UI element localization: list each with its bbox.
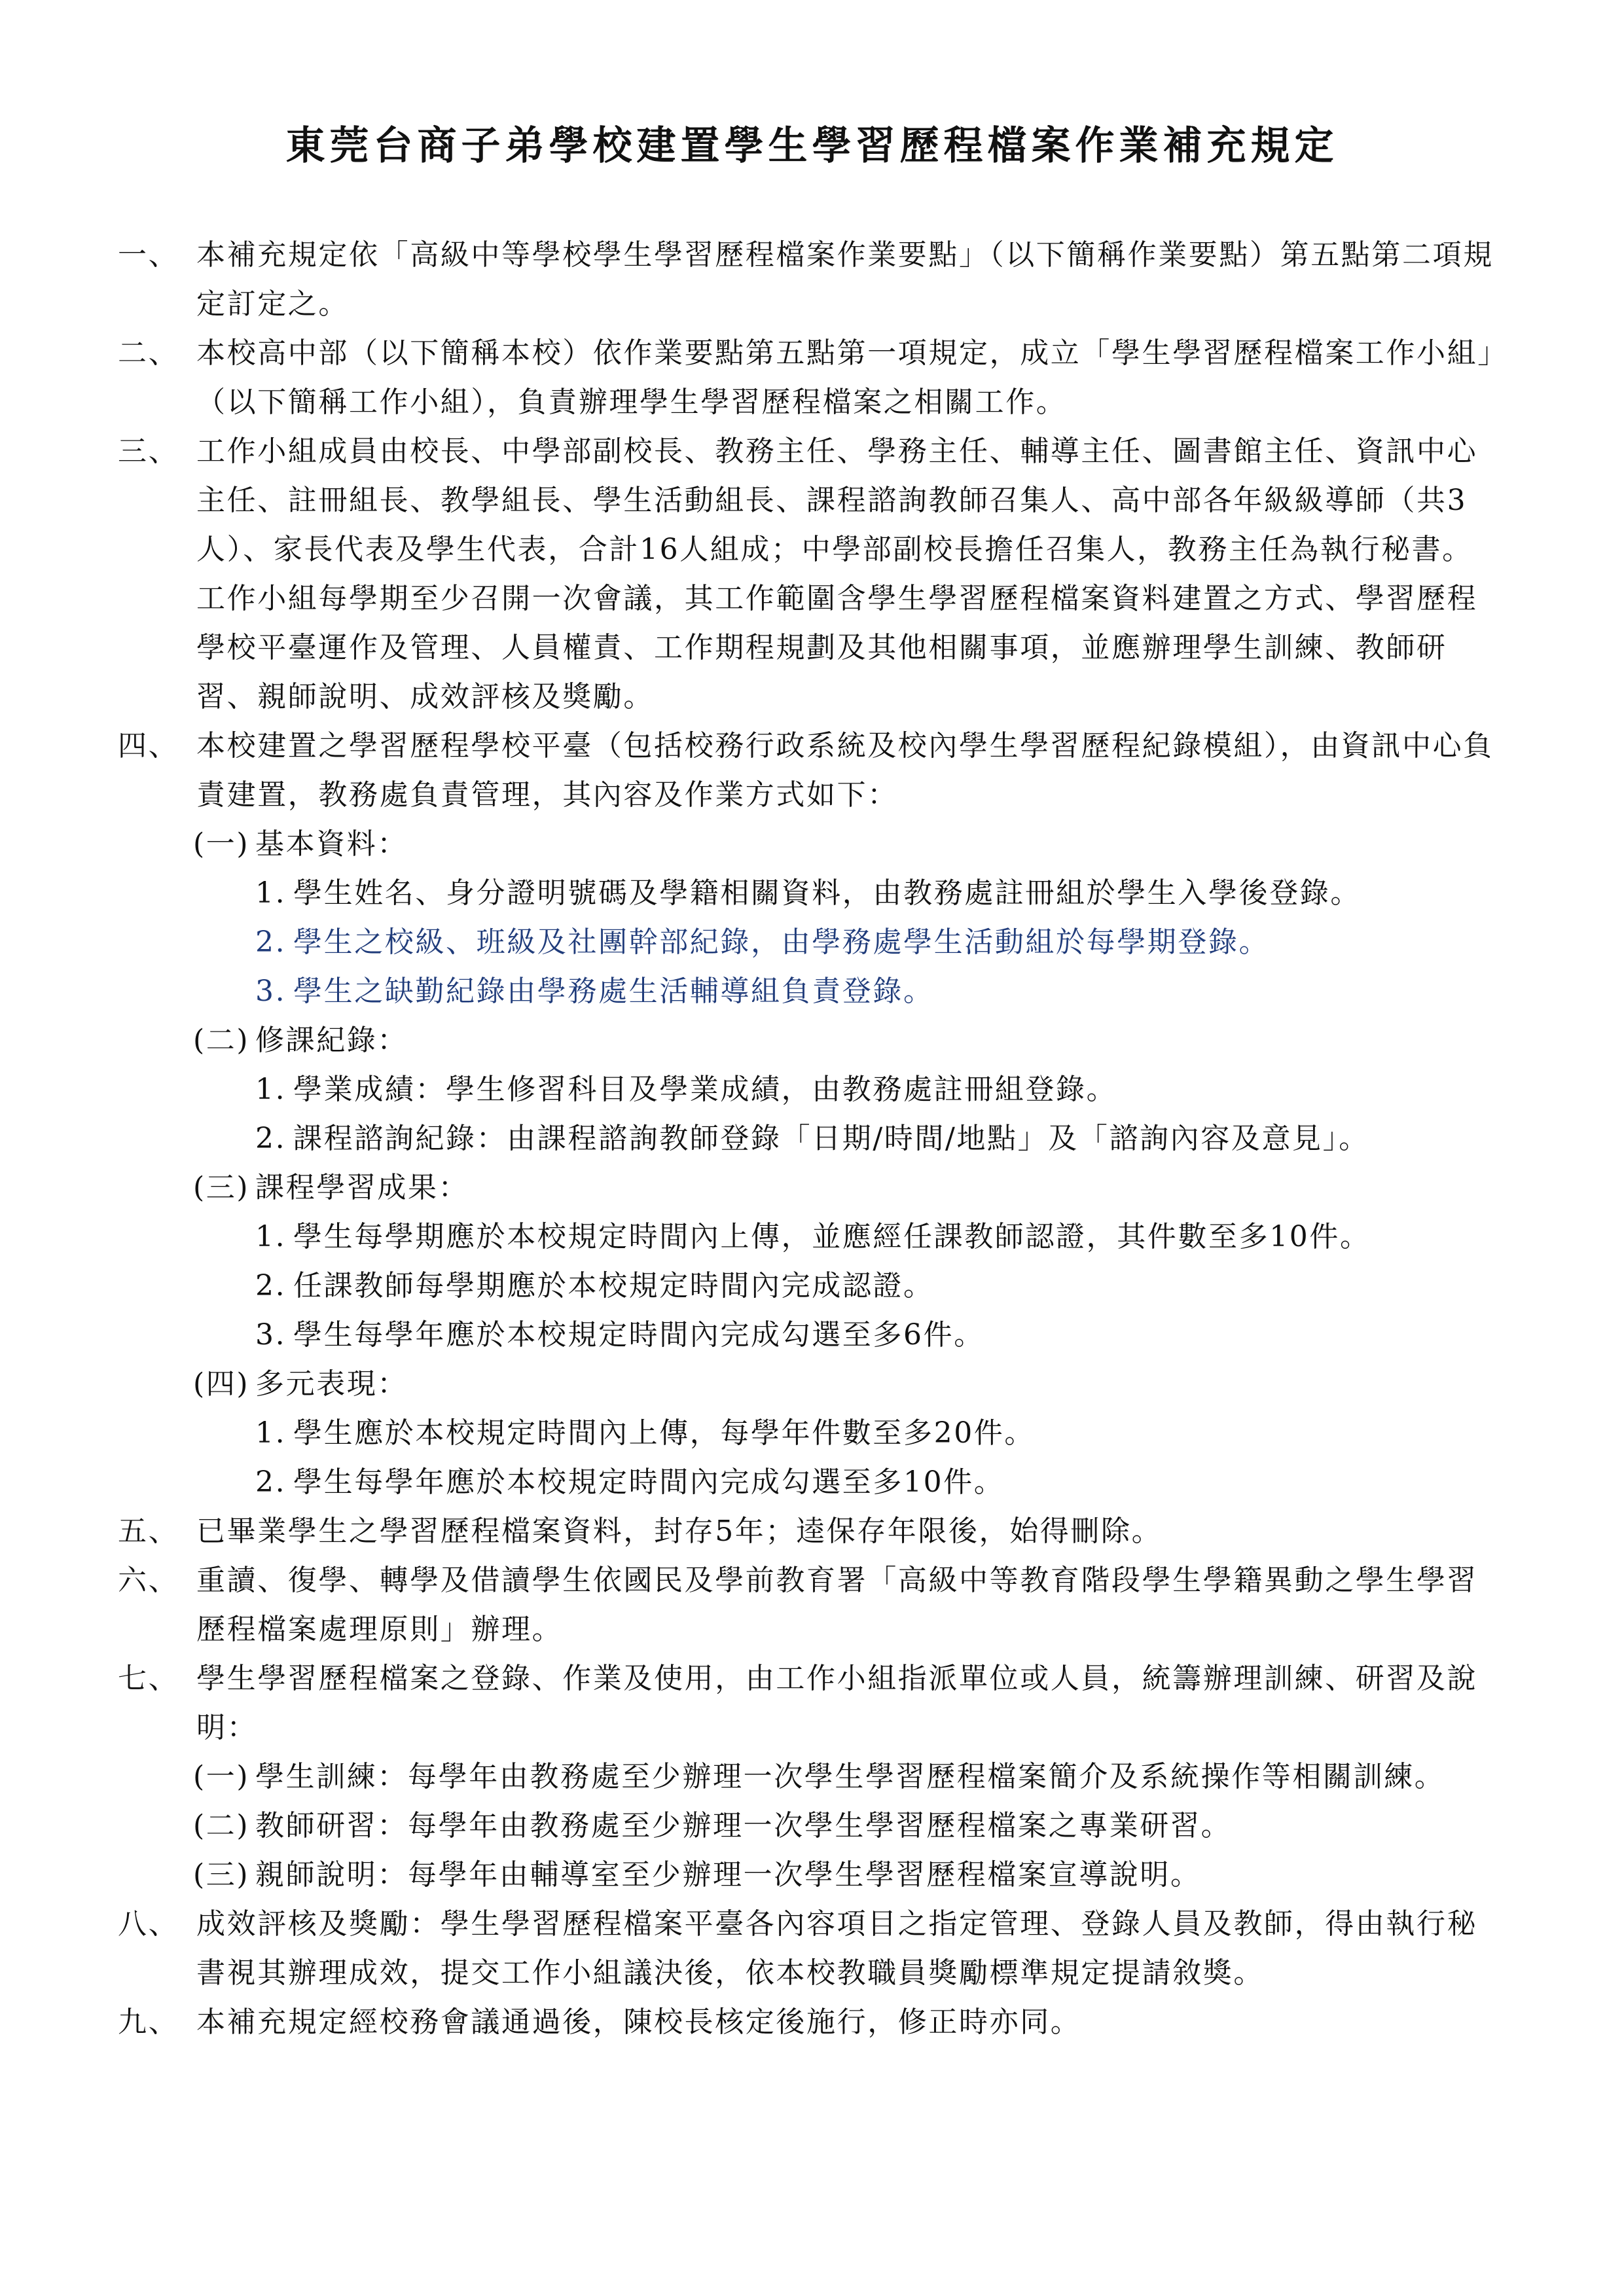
point-item: [118, 1458, 1506, 1507]
point-item: [118, 1065, 1506, 1114]
point-number: 2.: [255, 1269, 287, 1302]
article-text: 工作小組成員由校長、中學部副校長、教務主任、學務主任、輔導主任、圖書館主任、資訊中心主任、註冊組長、教學組長、學生活動組長、課程諮詢教師召集人、高中部各年級級導師（共3人）、家長代表及學生代表，合計16人組成；中學部副校長擔任召集人，教務主任為執行秘書。: [196, 435, 1478, 566]
point-text: 學業成績：學生修習科目及學業成績，由教務處註冊組登錄。: [293, 1073, 1117, 1106]
article-4: [118, 721, 1506, 819]
clause-number: (四): [193, 1367, 250, 1401]
article-number: 一、: [118, 238, 179, 272]
point-number: 2.: [255, 1465, 287, 1499]
document-title: 東莞台商子弟學校建置學生學習歷程檔案作業補充規定: [285, 123, 1339, 169]
clause-student-training: [118, 1752, 1506, 1801]
article-text: 本校高中部（以下簡稱本校）依作業要點第五點第一項規定，成立「學生學習歷程檔案工作小組」（以下簡稱工作小組），負責辦理學生學習歷程檔案之相關工作。: [196, 336, 1494, 419]
article-text: 成效評核及獎勵：學生學習歷程檔案平臺各內容項目之指定管理、登錄人員及教師，得由執行秘書視其辦理成效，提交工作小組議決後，依本校教職員獎勵標準規定提請敘獎。: [196, 1907, 1478, 1990]
article-text: 本補充規定經校務會議通過後，陳校長核定後施行，修正時亦同。: [196, 2005, 1081, 2039]
point-item: [118, 1114, 1506, 1163]
clause-number: (三): [193, 1171, 250, 1204]
article-text: 本補充規定依「高級中等學校學生學習歷程檔案作業要點」（以下簡稱作業要點）第五點第二項規定訂定之。: [196, 238, 1494, 321]
article-text: 重讀、復學、轉學及借讀學生依國民及學前教育署「高級中等教育階段學生學籍異動之學生學習歷程檔案處理原則」辦理。: [196, 1564, 1478, 1646]
article-number: 三、: [118, 435, 179, 468]
clause-text: 教師研習：每學年由教務處至少辦理一次學生學習歷程檔案之專業研習。: [255, 1809, 1232, 1842]
point-number: 1.: [255, 1073, 287, 1106]
point-text: 學生每學年應於本校規定時間內完成勾選至多6件。: [293, 1318, 984, 1352]
point-item: [118, 1310, 1506, 1359]
point-text: 學生每學期應於本校規定時間內上傳，並應經任課教師認證，其件數至多10件。: [293, 1220, 1371, 1253]
clause-learning-outcomes: [118, 1163, 1506, 1212]
point-text: 學生之校級、班級及社團幹部紀錄，由學務處學生活動組於每學期登錄。: [293, 925, 1270, 959]
point-item: [118, 1408, 1506, 1458]
article-number: 七、: [118, 1662, 179, 1695]
point-number: 1.: [255, 876, 287, 910]
article-number: 九、: [118, 2005, 179, 2039]
point-text: 任課教師每學期應於本校規定時間內完成認證。: [293, 1269, 934, 1302]
clause-text: 多元表現：: [255, 1367, 408, 1401]
article-8: [118, 1899, 1506, 1998]
point-text: 學生姓名、身分證明號碼及學籍相關資料，由教務處註冊組於學生入學後登錄。: [293, 876, 1361, 910]
point-text: 學生應於本校規定時間內上傳，每學年件數至多20件。: [293, 1416, 1035, 1450]
clause-number: (一): [193, 1760, 250, 1793]
point-text: 課程諮詢紀錄：由課程諮詢教師登錄「日期/時間/地點」及「諮詢內容及意見」。: [293, 1122, 1369, 1155]
point-text: 學生每學年應於本校規定時間內完成勾選至多10件。: [293, 1465, 1005, 1499]
article-3: [118, 427, 1506, 574]
clause-teacher-workshop: [118, 1801, 1506, 1850]
clause-parent-briefing: [118, 1850, 1506, 1899]
article-7: [118, 1654, 1506, 1752]
clause-text: 課程學習成果：: [255, 1171, 469, 1204]
clause-text: 親師說明：每學年由輔導室至少辦理一次學生學習歷程檔案宣導說明。: [255, 1858, 1201, 1892]
article-text: 學生學習歷程檔案之登錄、作業及使用，由工作小組指派單位或人員，統籌辦理訓練、研習及說明：: [196, 1662, 1478, 1744]
article-text: 已畢業學生之學習歷程檔案資料，封存5年；逵保存年限後，始得刪除。: [196, 1515, 1163, 1548]
article-number: 四、: [118, 729, 179, 762]
article-number: 二、: [118, 336, 179, 370]
clause-text: 學生訓練：每學年由教務處至少辦理一次學生學習歷程檔案簡介及系統操作等相關訓練。: [255, 1760, 1445, 1793]
clause-number: (二): [193, 1024, 250, 1057]
article-9: [118, 1998, 1506, 2047]
article-1: [118, 230, 1506, 329]
point-item: [118, 967, 1506, 1016]
point-text: 學生之缺勤紀錄由學務處生活輔導組負責登錄。: [293, 975, 934, 1008]
article-number: 五、: [118, 1515, 179, 1548]
regulation-body: [118, 230, 1506, 2047]
article-3-paragraph-2: 工作小組每學期至少召開一次會議，其工作範圍含學生學習歷程檔案資料建置之方式、學習歷程學校平臺運作及管理、人員權責、工作期程規劃及其他相關事項，並應辦理學生訓練、教師研習、親師說明、成效評核及獎勵。: [196, 582, 1478, 713]
article-number: 八、: [118, 1907, 179, 1941]
point-number: 3.: [255, 975, 287, 1008]
point-number: 2.: [255, 925, 287, 959]
clause-diverse-performance: [118, 1359, 1506, 1408]
point-item: [118, 1261, 1506, 1310]
point-number: 1.: [255, 1416, 287, 1450]
clause-text: 基本資料：: [255, 827, 408, 861]
clause-course-records: [118, 1016, 1506, 1065]
point-number: 3.: [255, 1318, 287, 1352]
point-number: 2.: [255, 1122, 287, 1155]
article-text: 本校建置之學習歷程學校平臺（包括校務行政系統及校內學生學習歷程紀錄模組），由資訊中心負責建置，教務處負責管理，其內容及作業方式如下：: [196, 729, 1494, 812]
clause-number: (二): [193, 1809, 250, 1842]
article-5: [118, 1507, 1506, 1556]
point-number: 1.: [255, 1220, 287, 1253]
clause-number: (三): [193, 1858, 250, 1892]
clause-text: 修課紀錄：: [255, 1024, 408, 1057]
article-number: 六、: [118, 1564, 179, 1597]
point-item: [118, 869, 1506, 918]
clause-basic-data: [118, 819, 1506, 869]
point-item: [118, 1212, 1506, 1261]
article-2: [118, 329, 1506, 427]
article-6: [118, 1556, 1506, 1654]
point-item: [118, 918, 1506, 967]
clause-number: (一): [193, 827, 250, 861]
